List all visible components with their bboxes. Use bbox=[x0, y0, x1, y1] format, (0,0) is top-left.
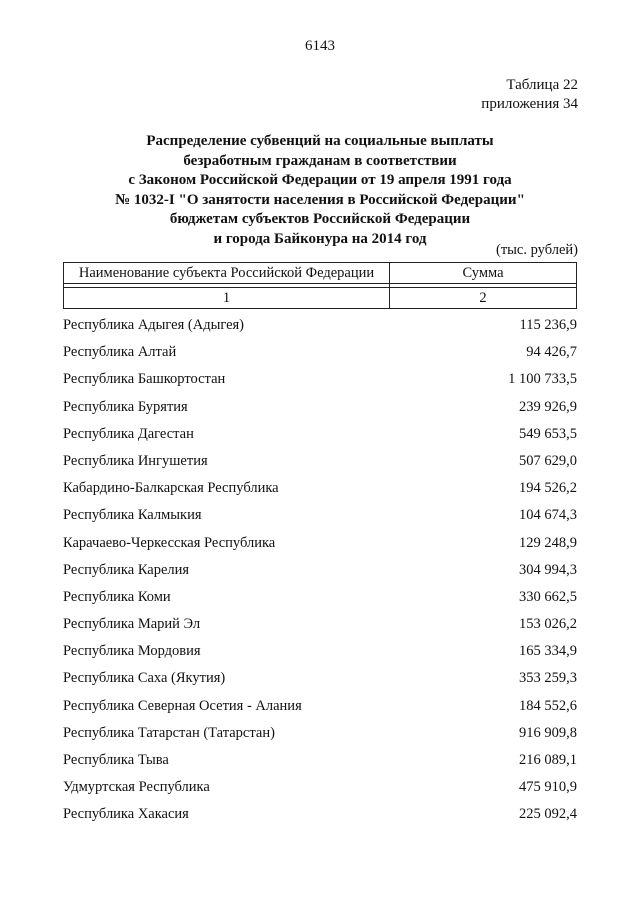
table-row bbox=[63, 562, 577, 589]
region-name: Республика Адыгея (Адыгея) bbox=[63, 317, 245, 333]
amount-value: 129 248,9 bbox=[519, 534, 577, 551]
amount-value: 153 026,2 bbox=[519, 616, 577, 633]
table-row bbox=[63, 752, 577, 779]
region-name: Кабардино-Балкарская Республика bbox=[63, 480, 279, 497]
amount-value: 104 674,3 bbox=[519, 507, 577, 524]
table-row bbox=[63, 317, 577, 344]
table-row bbox=[63, 344, 577, 371]
region-name: Республика Коми bbox=[63, 588, 171, 605]
region-name: Республика Башкортостан bbox=[63, 371, 226, 388]
amount-value: 549 653,5 bbox=[519, 425, 577, 442]
amount-value: 1 100 733,5 bbox=[508, 371, 577, 388]
amount-value: 165 334,9 bbox=[519, 643, 577, 660]
amount-value: 216 089,1 bbox=[519, 752, 577, 768]
amount-value: 239 926,9 bbox=[519, 398, 577, 415]
table-row bbox=[63, 643, 577, 670]
table-row bbox=[63, 589, 577, 616]
page-number: 6143 bbox=[305, 38, 335, 54]
column-number-row bbox=[64, 288, 577, 309]
table-row bbox=[63, 535, 577, 562]
region-name: Республика Марий Эл bbox=[63, 616, 201, 633]
amount-value: 94 426,7 bbox=[526, 344, 577, 361]
table-row bbox=[63, 453, 577, 480]
region-name: Республика Саха (Якутия) bbox=[63, 670, 226, 687]
region-name: Республика Мордовия bbox=[63, 643, 201, 660]
amount-value: 115 236,9 bbox=[519, 317, 577, 333]
title-line: бюджетам субъектов Российской Федерации bbox=[169, 211, 471, 227]
title-line: и города Байконура на 2014 год bbox=[213, 230, 427, 247]
amount-value: 330 662,5 bbox=[519, 588, 577, 605]
region-name: Республика Алтай bbox=[63, 344, 177, 361]
column-number-2: 2 bbox=[390, 288, 577, 309]
region-name: Республика Карелия bbox=[63, 561, 190, 578]
title-line: Распределение субвенций на социальные выплаты bbox=[146, 133, 494, 149]
appendix-label: приложения 34 bbox=[481, 96, 578, 112]
title-line: с Законом Российской Федерации от 19 апреля 1991 года bbox=[128, 172, 512, 188]
table-row bbox=[63, 480, 577, 507]
table-row bbox=[63, 371, 577, 398]
table-reference bbox=[481, 76, 578, 114]
region-name: Республика Ингушетия bbox=[63, 452, 208, 469]
amount-value: 353 259,3 bbox=[519, 670, 577, 687]
table-label: Таблица 22 bbox=[506, 77, 578, 93]
region-name: Республика Дагестан bbox=[63, 425, 194, 442]
region-name: Республика Калмыкия bbox=[63, 507, 202, 524]
title-line: безработным гражданам в соответствии bbox=[183, 152, 457, 169]
table-row bbox=[63, 426, 577, 453]
column-number-1: 1 bbox=[64, 288, 390, 309]
table-row bbox=[63, 779, 577, 806]
title-line: № 1032-I "О занятости населения в Российской Федерации" bbox=[115, 191, 525, 208]
amount-value: 225 092,4 bbox=[519, 806, 577, 823]
table-row bbox=[63, 806, 577, 833]
region-name: Республика Татарстан (Татарстан) bbox=[63, 724, 275, 741]
table-row bbox=[63, 670, 577, 697]
region-name: Удмуртская Республика bbox=[63, 779, 210, 796]
region-name: Карачаево-Черкесская Республика bbox=[63, 534, 276, 551]
table-body bbox=[63, 317, 577, 834]
amount-value: 304 994,3 bbox=[519, 561, 577, 578]
table-row bbox=[63, 507, 577, 534]
amount-value: 916 909,8 bbox=[519, 724, 577, 741]
table-row bbox=[63, 616, 577, 643]
region-name: Республика Тыва bbox=[63, 752, 169, 768]
table-row bbox=[63, 399, 577, 426]
amount-value: 184 552,6 bbox=[519, 697, 577, 714]
units-label: (тыс. рублей) bbox=[496, 242, 578, 258]
header-name: Наименование субъекта Российской Федерации bbox=[64, 263, 390, 284]
amount-value: 507 629,0 bbox=[519, 452, 577, 469]
table-header bbox=[63, 262, 577, 309]
header-sum: Сумма bbox=[390, 263, 577, 284]
amount-value: 194 526,2 bbox=[519, 480, 577, 497]
table-row bbox=[63, 698, 577, 725]
region-name: Республика Северная Осетия - Алания bbox=[63, 697, 302, 714]
region-name: Республика Бурятия bbox=[63, 398, 188, 415]
document-title bbox=[60, 132, 580, 249]
region-name: Республика Хакасия bbox=[63, 806, 189, 823]
amount-value: 475 910,9 bbox=[519, 779, 577, 796]
header-row bbox=[64, 263, 577, 284]
table-row bbox=[63, 725, 577, 752]
